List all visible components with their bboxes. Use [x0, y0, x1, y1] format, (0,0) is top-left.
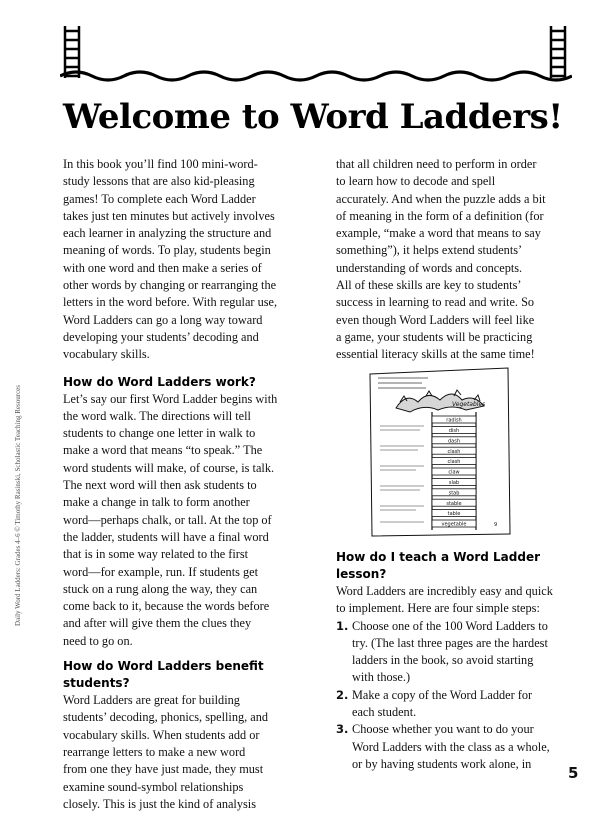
left-column: [63, 156, 313, 813]
worksheet-thumbnail-image: [366, 366, 512, 538]
right-column: [336, 156, 578, 364]
intro-paragraph: In this book you’ll find 100 mini-word- study lessons that are also kid-pleasing games! To complete each Word Ladder takes just ten minutes but actively involves each learner in analyzing the structure and meaning of words. To play, students begin with one word and then make a series of other words by changing or rearranging the letters in the word before. With regular use, Word Ladders can go a long way toward developing your students’ decoding and vocabulary skills.: [63, 157, 278, 362]
list-item: 2. Make a copy of the Word Ladder for each student.: [336, 687, 533, 720]
thumbnail-word: dish: [448, 428, 460, 434]
section-heading-how-work: How do Word Ladders work?: [63, 374, 256, 389]
page-number: 5: [568, 764, 579, 782]
sidebar-credit: Daily Word Ladders: Grades 4–6 © Timothy Rasinski, Scholastic Teaching Resources: [14, 384, 22, 626]
thumbnail-word: clash: [447, 448, 461, 455]
thumbnail-word: table: [447, 511, 461, 518]
teach-intro: Word Ladders are incredibly easy and quick to implement. Here are four simple steps:: [336, 584, 553, 616]
thumbnail-word: stable: [446, 500, 462, 507]
list-item: 3. Choose whether you want to do your Word Ladders with the class as a whole, or by having students work alone, in: [336, 722, 550, 771]
thumbnail-word: clash: [447, 459, 461, 466]
section-heading-benefit: How do Word Ladders benefit students?: [63, 659, 264, 691]
thumbnail-word: radish: [446, 417, 462, 424]
svg-text:9: 9: [494, 522, 498, 528]
list-item: 1. Choose one of the 100 Word Ladders to try. (The last three pages are the hardest ladders in the book, so avoid starting with those.): [336, 618, 548, 685]
benefit-paragraph: Word Ladders are great for building students’ decoding, phonics, spelling, and vocabulary skills. When students add or rearrange letters to make a new word from one they have just made, they must examine sound-symbol relationships closely. This is just the kind of analysis: [63, 693, 269, 811]
page-title: Welcome to Word Ladders!: [63, 97, 563, 137]
thumbnail-word: stab: [448, 490, 460, 497]
thumbnail-word: slab: [448, 480, 460, 486]
steps-list: [336, 618, 578, 774]
how-work-paragraph: Let’s say our first Word Ladder begins with the word walk. The directions will tell students to change one letter in walk to make a word that means “to speak.” The word students will make, of course, is talk. The next word will then ask students to make a change in talk to form another word—perhaps chalk, or tall. At the top of the ladder, students will have a final word that is in some way related to the first word—for example, run. If students get stuck on a rung along the way, they can come back to it, because the words before and after will give them the clues they need to go on.: [63, 391, 278, 648]
section-heading-teach: How do I teach a Word Ladder lesson?: [336, 550, 541, 581]
thumbnail-word: vegetable: [441, 521, 467, 528]
right-top-paragraph: that all children need to perform in order to learn how to decode and spell accurately. And when the puzzle adds a bit of meaning in the form of a definition (for example, “make a word that means to say something”), it helps extend students’ understanding of words and concepts. All of these skills are key to students’ success in learning to read and write. So even though Word Ladders will feel like a game, your students will be practicing essential literacy skills at the same time!: [336, 157, 546, 362]
wavy-rope-divider: [60, 63, 572, 87]
right-column-bottom: [336, 549, 578, 773]
thumbnail-word: dash: [447, 438, 461, 445]
thumbnail-word: claw: [448, 469, 460, 476]
svg-text:Vegetables: Vegetables: [452, 401, 486, 408]
